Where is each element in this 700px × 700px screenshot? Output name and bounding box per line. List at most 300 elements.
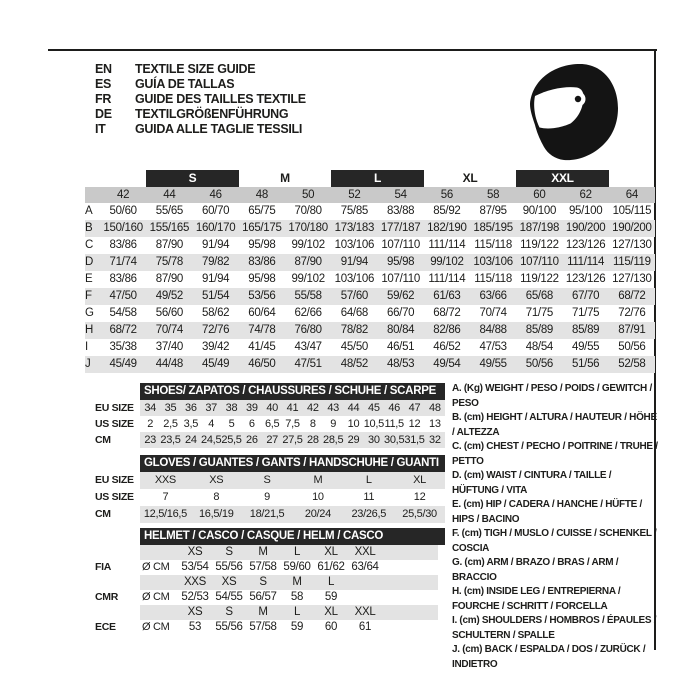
measurement-value: 105/115 [612, 205, 652, 217]
measurement-row-d [85, 254, 655, 271]
language-row [95, 62, 306, 77]
measurement-letter: B [85, 222, 93, 234]
measurement-value: 187/198 [519, 222, 560, 234]
size-value: 46 [388, 402, 400, 414]
size-value: 44 [347, 402, 360, 414]
legend-item: D. (cm) WAIST / CINTURA / TAILLE / HÜFTUNG / VITA [452, 470, 612, 496]
size-value: 37 [205, 402, 217, 414]
measurement-value: 123/126 [565, 273, 606, 285]
measurement-value: 70/80 [294, 205, 322, 217]
helmet-size-label [348, 575, 382, 590]
measurement-value: 123/126 [565, 239, 606, 251]
helmet-value: 59/60 [283, 561, 311, 573]
helmet-size-label: M [258, 546, 268, 558]
unit-cell: Ø CM [142, 591, 170, 603]
measurement-value: 51/56 [571, 358, 600, 370]
size-value: 42 [307, 402, 319, 414]
size-value: XL [413, 474, 426, 486]
size-value: 9 [264, 491, 270, 503]
language-title: GUIDE DES TAILLES TEXTILE [135, 92, 306, 106]
row-label: CM [95, 508, 111, 520]
textile-size-table [85, 170, 655, 373]
measurement-value: 170/180 [288, 222, 328, 234]
size-number-cell: 58 [487, 189, 500, 201]
measurement-value: 55/58 [294, 290, 322, 302]
size-number-cell: 64 [625, 189, 638, 201]
helmet-value [348, 590, 382, 605]
legend-item: H. (cm) INSIDE LEG / ENTREPIERNA / FOURCHE / SCHRITT / FORCELLA [452, 586, 621, 612]
size-value: 18/21,5 [249, 508, 285, 520]
size-group-xl: XL [462, 171, 478, 185]
racing-helmet-icon [522, 60, 622, 164]
language-title: TEXTILGRÖßENFÜHRUNG [135, 107, 289, 121]
frame-top-border [48, 49, 657, 51]
measurement-value: 66/70 [386, 307, 415, 319]
legend-item: F. (cm) TIGH / MUSLO / CUISSE / SCHENKEL / COSCIA [452, 528, 657, 554]
measurement-letter: H [85, 324, 94, 336]
language-code: FR [95, 92, 112, 106]
size-value: 2 [147, 418, 154, 430]
helmet-rows [95, 545, 445, 635]
size-value: 26 [246, 434, 258, 446]
measurement-value: 82/86 [433, 324, 461, 336]
row-label: US SIZE [95, 491, 134, 503]
helmet-value-grid [140, 560, 382, 575]
measurement-value: 57/60 [340, 290, 369, 302]
measurement-value: 111/114 [428, 239, 466, 251]
measurement-value: 48/52 [340, 358, 369, 370]
measurement-value: 83/86 [109, 273, 137, 285]
size-group-xxl: XXL [516, 170, 609, 187]
size-number-cell: 52 [348, 189, 361, 201]
measurement-value: 62/66 [294, 307, 322, 319]
measurement-value: 53/56 [248, 290, 276, 302]
measurement-value: 87/90 [155, 239, 184, 251]
size-group-m: M [280, 171, 290, 185]
measurement-row-a [85, 203, 655, 220]
letter-cell [85, 187, 100, 203]
helmet-size-grid [140, 575, 382, 590]
measurement-value: 150/160 [103, 222, 143, 234]
measurement-value: 87/90 [155, 273, 184, 285]
helmet-title-bar: HELMET / CASCO / CASQUE / HELM / CASCO [140, 528, 445, 545]
gloves-title-bar: GLOVES / GUANTES / GANTS / HANDSCHUHE / GUANTI [140, 455, 445, 472]
row-label: EU SIZE [95, 402, 134, 414]
size-value: 28,5 [323, 434, 344, 446]
measurement-row-g [85, 305, 655, 322]
measurement-value: 55/65 [155, 205, 184, 217]
measurement-legend [452, 382, 660, 672]
measurement-value: 95/98 [386, 256, 415, 268]
measurement-value: 111/114 [567, 256, 605, 268]
row-values [140, 506, 445, 523]
measurement-value: 75/78 [155, 256, 184, 268]
measurement-letter: E [85, 273, 93, 285]
table-row [95, 416, 445, 432]
measurement-value: 71/74 [109, 256, 137, 268]
helmet-value: 53 [188, 621, 202, 633]
size-number-cell: 50 [302, 189, 315, 201]
measurement-value: 103/106 [334, 239, 375, 251]
legend-item: A. (Kg) WEIGHT / PESO / POIDS / GEWITCH / PESO [452, 383, 652, 409]
size-value: 10,5 [363, 418, 384, 430]
helmet-size-label: S [259, 576, 267, 588]
size-value: 48 [429, 402, 441, 414]
size-value: 23/26,5 [351, 508, 387, 520]
size-value: XS [209, 474, 224, 486]
row-values [140, 416, 445, 432]
unit-cell: Ø CM [142, 561, 170, 573]
row-values [140, 489, 445, 506]
size-value: 43 [327, 402, 339, 414]
measurement-value: 165/175 [242, 222, 282, 234]
size-value: 23,5 [160, 434, 181, 446]
measurement-value: 46/50 [248, 358, 276, 370]
helmet-value: 61/62 [317, 561, 345, 573]
size-value: XXS [154, 474, 176, 486]
measurement-value: 70/74 [479, 307, 507, 319]
helmet-value: 54/55 [215, 591, 243, 603]
measurement-value: 63/66 [479, 290, 507, 302]
size-value: 11 [363, 491, 375, 503]
measurement-value: 46/52 [433, 341, 461, 353]
measurement-value: 50/56 [618, 341, 646, 353]
measurement-value: 47/53 [479, 341, 507, 353]
size-value: 4 [208, 418, 215, 430]
size-value: 9 [330, 418, 337, 430]
size-number-cell: 46 [209, 189, 222, 201]
size-value: 23 [144, 434, 156, 446]
unit-cell [140, 545, 178, 560]
measurement-row-h [85, 322, 655, 339]
language-code: ES [95, 77, 112, 91]
measurement-value: 68/72 [433, 307, 461, 319]
measurement-value: 90/100 [522, 205, 557, 217]
measurement-value: 41/45 [248, 341, 276, 353]
size-number-cell: 48 [255, 189, 268, 201]
language-row [95, 122, 306, 137]
measurement-value: 91/94 [340, 256, 369, 268]
size-group-row [85, 170, 655, 187]
measurement-value: 119/122 [520, 273, 559, 285]
measurement-value: 59/62 [386, 290, 415, 302]
measurement-value: 85/92 [433, 205, 461, 217]
size-value: 41 [286, 402, 299, 414]
size-value: 8 [213, 491, 220, 503]
size-value: 12 [408, 418, 421, 430]
size-value: 25,5/30 [402, 508, 437, 520]
measurement-value: 91/94 [201, 273, 230, 285]
measurement-value: 127/130 [612, 273, 652, 285]
measurement-value: 99/102 [430, 256, 464, 268]
helmet-size-label: XS [187, 606, 203, 618]
measurement-value: 65/75 [248, 205, 276, 217]
helmet-value-row [95, 620, 445, 635]
measurement-value: 78/82 [340, 324, 369, 336]
size-value: 34 [144, 402, 156, 414]
size-value: 29 [347, 434, 360, 446]
measurement-value: 173/183 [334, 222, 375, 234]
row-label: US SIZE [95, 418, 134, 430]
measurement-letter: D [85, 256, 94, 268]
measurement-value: 39/42 [201, 341, 230, 353]
measurement-value: 51/54 [201, 290, 230, 302]
size-value: 20/24 [304, 508, 331, 520]
size-value: 5 [228, 418, 235, 430]
size-number-cell: 42 [117, 189, 130, 201]
size-value: 24,5 [201, 434, 222, 446]
size-value: 32 [429, 434, 441, 446]
language-title: TEXTILE SIZE GUIDE [135, 62, 256, 76]
helmet-size-grid [140, 545, 382, 560]
measurement-value: 61/63 [433, 290, 461, 302]
measurement-value: 47/51 [294, 358, 322, 370]
size-group-s: S [146, 170, 239, 187]
measurement-value: 103/106 [334, 273, 375, 285]
size-value: 25,5 [221, 434, 242, 446]
size-number-cell: 44 [163, 189, 176, 201]
language-row [95, 92, 306, 107]
helmet-value: 61 [358, 621, 372, 633]
measurement-letter: A [85, 205, 93, 217]
measurement-value: 52/58 [618, 358, 646, 370]
size-value: 8 [309, 418, 316, 430]
measurement-value: 91/94 [201, 239, 230, 251]
measurement-value: 182/190 [427, 222, 467, 234]
measurement-value: 83/86 [248, 256, 276, 268]
measurement-row-e [85, 271, 655, 288]
helmet-size-row [95, 605, 445, 620]
size-value: 16,5/19 [198, 508, 234, 520]
helmet-size-label: M [292, 576, 302, 588]
measurement-value: 177/187 [380, 222, 421, 234]
row-values [140, 472, 445, 489]
measurement-value: 68/72 [618, 290, 646, 302]
size-value: 3,5 [183, 418, 199, 430]
measurement-value: 35/38 [109, 341, 137, 353]
measurement-value: 83/86 [109, 239, 137, 251]
measurement-letter: C [85, 239, 94, 251]
helmet-size-row [95, 545, 445, 560]
row-label: CM [95, 434, 111, 446]
standard-label: ECE [95, 621, 116, 633]
measurement-value: 190/200 [565, 222, 606, 234]
helmet-size-label: XL [324, 546, 338, 558]
size-value: 7,5 [285, 418, 300, 430]
helmet-size-label: XXL [354, 546, 376, 558]
measurement-value: 185/195 [473, 222, 513, 234]
helmet-value-row [95, 590, 445, 605]
measurement-value: 155/165 [149, 222, 190, 234]
helmet-value: 57/58 [249, 561, 277, 573]
size-value: 47 [408, 402, 421, 414]
measurement-value: 71/75 [525, 307, 554, 319]
measurement-value: 37/40 [155, 341, 184, 353]
measurement-value: 68/72 [109, 324, 137, 336]
measurement-value: 87/90 [294, 256, 322, 268]
helmet-value: 55/56 [215, 561, 243, 573]
table-row [95, 506, 445, 523]
size-group-spacer [85, 170, 146, 187]
measurement-value: 99/102 [291, 273, 325, 285]
size-value: 7 [162, 491, 169, 503]
measurement-value: 83/88 [386, 205, 415, 217]
measurement-value: 75/85 [340, 205, 369, 217]
size-value: 24 [185, 434, 197, 446]
legend-item: E. (cm) HIP / CADERA / HANCHE / HÜFTE / HIPS / BACINO [452, 499, 642, 525]
measurement-value: 50/60 [109, 205, 137, 217]
helmet-size-row [95, 575, 445, 590]
size-number-row [85, 187, 655, 203]
size-value: M [313, 474, 323, 486]
language-code: IT [95, 122, 106, 136]
measurement-letter: J [85, 358, 91, 370]
helmet-size-label: XS [221, 576, 237, 588]
size-value: 2,5 [163, 418, 178, 430]
measurement-value: 65/68 [525, 290, 554, 302]
language-row [95, 107, 306, 122]
measurement-row-b [85, 220, 655, 237]
helmet-value: 60 [324, 621, 338, 633]
measurement-value: 72/76 [618, 307, 646, 319]
standard-label: CMR [95, 591, 119, 603]
measurement-value: 72/76 [201, 324, 230, 336]
measurement-value: 43/47 [294, 341, 322, 353]
measurement-value: 45/50 [340, 341, 369, 353]
size-value: L [365, 474, 372, 486]
helmet-size-label: L [293, 546, 301, 558]
measurement-value: 50/56 [525, 358, 554, 370]
helmet-size-label: M [258, 606, 268, 618]
size-value: 40 [266, 402, 278, 414]
size-value: 36 [185, 402, 197, 414]
size-value: 30 [368, 434, 380, 446]
helmet-size-label: S [225, 606, 233, 618]
measurement-value: 115/119 [612, 256, 651, 268]
measurement-value: 84/88 [479, 324, 507, 336]
measurement-value: 115/118 [474, 239, 512, 251]
size-value: 27,5 [282, 434, 303, 446]
language-list [95, 62, 306, 137]
unit-cell [140, 575, 178, 590]
measurement-value: 107/110 [520, 256, 559, 268]
measurement-value: 74/78 [248, 324, 276, 336]
table-row [95, 489, 445, 506]
measurement-value: 79/82 [201, 256, 230, 268]
measurement-value: 190/200 [612, 222, 652, 234]
size-value: 39 [246, 402, 258, 414]
size-number-cell: 56 [440, 189, 453, 201]
measurement-value: 54/58 [109, 307, 137, 319]
language-title: GUIDA ALLE TAGLIE TESSILI [135, 122, 303, 136]
measurement-row-j [85, 356, 655, 373]
measurement-value: 48/53 [386, 358, 415, 370]
size-number-cell: 62 [579, 189, 592, 201]
table-row [95, 400, 445, 416]
helmet-value: 59 [290, 621, 304, 633]
helmet-value: 55/56 [215, 621, 243, 633]
table-row [95, 432, 445, 448]
legend-item: I. (cm) SHOULDERS / HOMBROS / ÉPAULES / SCHULTERN / SPALLE [452, 615, 657, 641]
measurement-value: 87/95 [479, 205, 507, 217]
helmet-value: 53/54 [181, 561, 209, 573]
helmet-size-label: L [327, 576, 335, 588]
legend-item: C. (cm) CHEST / PECHO / POITRINE / TRUHE / PETTO [452, 441, 658, 467]
size-value: 6 [248, 418, 255, 430]
size-value: 10 [347, 418, 360, 430]
size-value: 6,5 [264, 418, 280, 430]
measurement-value: 95/98 [248, 273, 276, 285]
helmet-value-grid [140, 590, 382, 605]
helmet-size-label: S [225, 546, 233, 558]
helmet-value: 58 [290, 591, 304, 603]
size-value: 31,5 [404, 434, 425, 446]
size-value: 30,5 [384, 434, 405, 446]
size-number-cell: 54 [394, 189, 407, 201]
language-title: GUÍA DE TALLAS [135, 77, 235, 91]
measurement-value: 111/114 [428, 273, 466, 285]
measurement-value: 87/91 [618, 324, 646, 336]
standard-label: FIA [95, 561, 112, 573]
gloves-rows [95, 472, 445, 523]
helmet-size-label: XL [324, 606, 338, 618]
shoes-title-bar: SHOES/ ZAPATOS / CHAUSSURES / SCHUHE / SCARPE [140, 383, 445, 400]
row-label: EU SIZE [95, 474, 134, 486]
language-code: EN [95, 62, 112, 76]
measurement-value: 99/102 [291, 239, 325, 251]
measurement-value: 85/89 [571, 324, 600, 336]
size-value: 11,5 [384, 418, 404, 430]
measurement-letter: I [85, 341, 88, 353]
measurement-letter: F [85, 290, 92, 302]
unit-cell [140, 605, 178, 620]
size-value: 12,5/16,5 [143, 508, 187, 520]
measurement-row-c [85, 237, 655, 254]
measurement-value: 70/74 [155, 324, 184, 336]
measurement-value: 56/60 [155, 307, 184, 319]
measurement-value: 46/51 [386, 341, 415, 353]
helmet-value: 52/53 [181, 591, 209, 603]
size-number-cell: 60 [533, 189, 546, 201]
measurement-value: 127/130 [612, 239, 652, 251]
row-values [140, 432, 445, 448]
measurement-value: 44/48 [155, 358, 184, 370]
table-row [95, 472, 445, 489]
measurement-value: 119/122 [520, 239, 559, 251]
row-values [140, 400, 445, 416]
shoes-rows [95, 400, 445, 448]
size-value: 28 [307, 434, 319, 446]
measurement-value: 107/110 [381, 273, 420, 285]
measurement-value: 49/54 [433, 358, 461, 370]
measurement-value: 115/118 [474, 273, 512, 285]
measurement-value: 58/62 [201, 307, 230, 319]
measurement-value: 49/55 [571, 341, 600, 353]
helmet-value-row [95, 560, 445, 575]
language-row [95, 77, 306, 92]
measurement-value: 49/55 [479, 358, 507, 370]
measurement-value: 45/49 [201, 358, 230, 370]
size-group-l: L [331, 170, 424, 187]
size-value: 12 [413, 491, 426, 503]
measurement-value: 64/68 [340, 307, 369, 319]
size-value: S [263, 474, 271, 486]
measurement-value: 160/170 [195, 222, 236, 234]
helmet-value: 63/64 [351, 561, 379, 573]
helmet-size-label: L [293, 606, 301, 618]
measurement-value: 67/70 [571, 290, 600, 302]
measurement-value: 80/84 [386, 324, 415, 336]
